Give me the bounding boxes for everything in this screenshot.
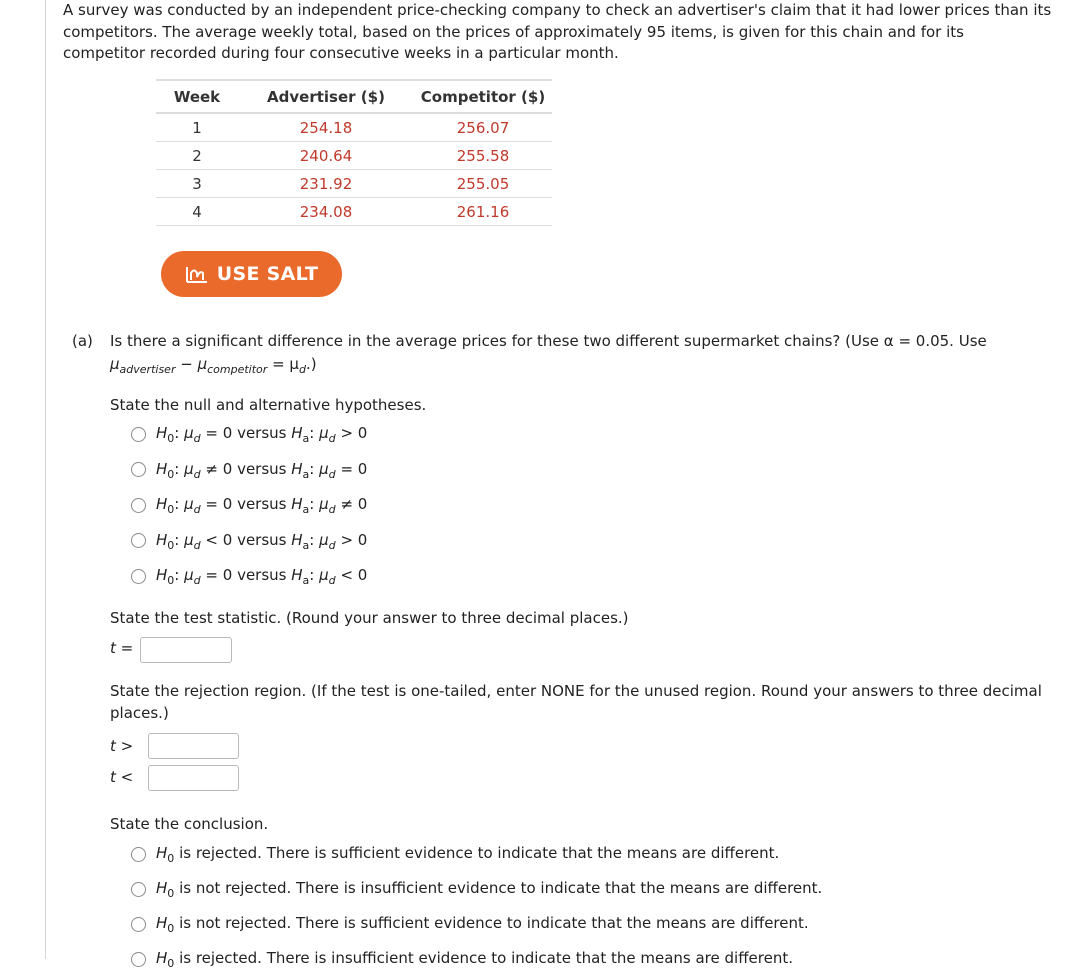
rejection-region-prompt: State the rejection region. (If the test is one-tailed, enter NONE for the unused region. Round your answers to three decimal: [110, 682, 1042, 700]
competitor-cell: 261.16: [414, 198, 552, 226]
hypothesis-option-4: $H_0$: $\mu_d < 0$ versus $H_a$: $\mu_d > 0$: [156, 531, 368, 552]
advertiser-cell: 231.92: [238, 170, 414, 198]
hypothesis-radio-5[interactable]: [131, 569, 146, 584]
conclusion-radio-1[interactable]: [131, 847, 146, 862]
salt-logo-icon: [185, 264, 209, 284]
t-greater-input[interactable]: [148, 733, 239, 759]
paired-difference-definition: $\mu_{advertiser} - \mu_{competitor} = \mu_d$.): [110, 355, 317, 376]
part-a-label: (a): [72, 332, 93, 350]
use-salt-button[interactable]: [161, 251, 342, 297]
table-row: [156, 170, 552, 198]
price-table: [156, 79, 552, 226]
table-row: [156, 142, 552, 170]
rejection-region-prompt-cont: places.): [110, 704, 169, 722]
hypothesis-radio-4[interactable]: [131, 533, 146, 548]
competitor-cell: 256.07: [414, 113, 552, 142]
part-a-question: Is there a significant difference in the average prices for these two different supermarket chains? (Use α = 0.05. Use: [110, 332, 987, 350]
test-statistic-prompt: State the test statistic. (Round your answer to three decimal places.): [110, 609, 629, 627]
header-advertiser: Advertiser ($): [238, 80, 414, 113]
hypothesis-option-5: $H_0$: $\mu_d = 0$ versus $H_a$: $\mu_d < 0$: [156, 566, 368, 587]
conclusion-option-1: $H_0$ is rejected. There is sufficient evidence to indicate that the means are different.: [156, 844, 780, 865]
left-border-rule: [45, 0, 46, 959]
table-header-row: [156, 80, 552, 113]
header-competitor: Competitor ($): [414, 80, 552, 113]
header-week: Week: [156, 80, 238, 113]
hypothesis-radio-3[interactable]: [131, 498, 146, 513]
conclusion-option-2: $H_0$ is not rejected. There is insufficient evidence to indicate that the means are different.: [156, 879, 823, 900]
competitor-cell: 255.58: [414, 142, 552, 170]
hypotheses-prompt: State the null and alternative hypotheses.: [110, 396, 427, 414]
conclusion-radio-2[interactable]: [131, 882, 146, 897]
conclusion-radio-3[interactable]: [131, 917, 146, 932]
test-statistic-input[interactable]: [140, 637, 232, 663]
hypothesis-radio-2[interactable]: [131, 462, 146, 477]
week-cell: 4: [156, 198, 238, 226]
hypothesis-option-3: $H_0$: $\mu_d = 0$ versus $H_a$: $\mu_d \ne 0$: [156, 495, 368, 516]
competitor-cell: 255.05: [414, 170, 552, 198]
week-cell: 1: [156, 113, 238, 142]
t-less-input[interactable]: [148, 765, 239, 791]
table-row: [156, 113, 552, 142]
t-less-label: t <: [110, 768, 134, 786]
t-equals-label: t =: [110, 639, 134, 657]
intro-line-3: competitor recorded during four consecutive weeks in a particular month.: [63, 44, 619, 62]
hypothesis-radio-1[interactable]: [131, 427, 146, 442]
t-greater-label: t >: [110, 737, 134, 755]
week-cell: 2: [156, 142, 238, 170]
advertiser-cell: 240.64: [238, 142, 414, 170]
conclusion-radio-4[interactable]: [131, 952, 146, 967]
problem-intro: [63, 0, 1081, 65]
use-salt-label: USE SALT: [216, 263, 319, 285]
table-row: [156, 198, 552, 226]
advertiser-cell: 234.08: [238, 198, 414, 226]
conclusion-option-3: $H_0$ is not rejected. There is sufficient evidence to indicate that the means are different.: [156, 914, 809, 935]
week-cell: 3: [156, 170, 238, 198]
conclusion-prompt: State the conclusion.: [110, 815, 269, 833]
advertiser-cell: 254.18: [238, 113, 414, 142]
hypothesis-option-2: $H_0$: $\mu_d \ne 0$ versus $H_a$: $\mu_d = 0$: [156, 460, 368, 481]
intro-line-2: competitors. The average weekly total, based on the prices of approximately 95 items, is given for this chain and for its: [63, 22, 964, 41]
hypothesis-option-1: $H_0$: $\mu_d = 0$ versus $H_a$: $\mu_d > 0$: [156, 424, 368, 445]
intro-line-1: A survey was conducted by an independent price-checking company to check an advertiser's claim that it had lower prices than its: [63, 1, 1052, 19]
conclusion-option-4: $H_0$ is rejected. There is insufficient evidence to indicate that the means are different.: [156, 949, 793, 970]
